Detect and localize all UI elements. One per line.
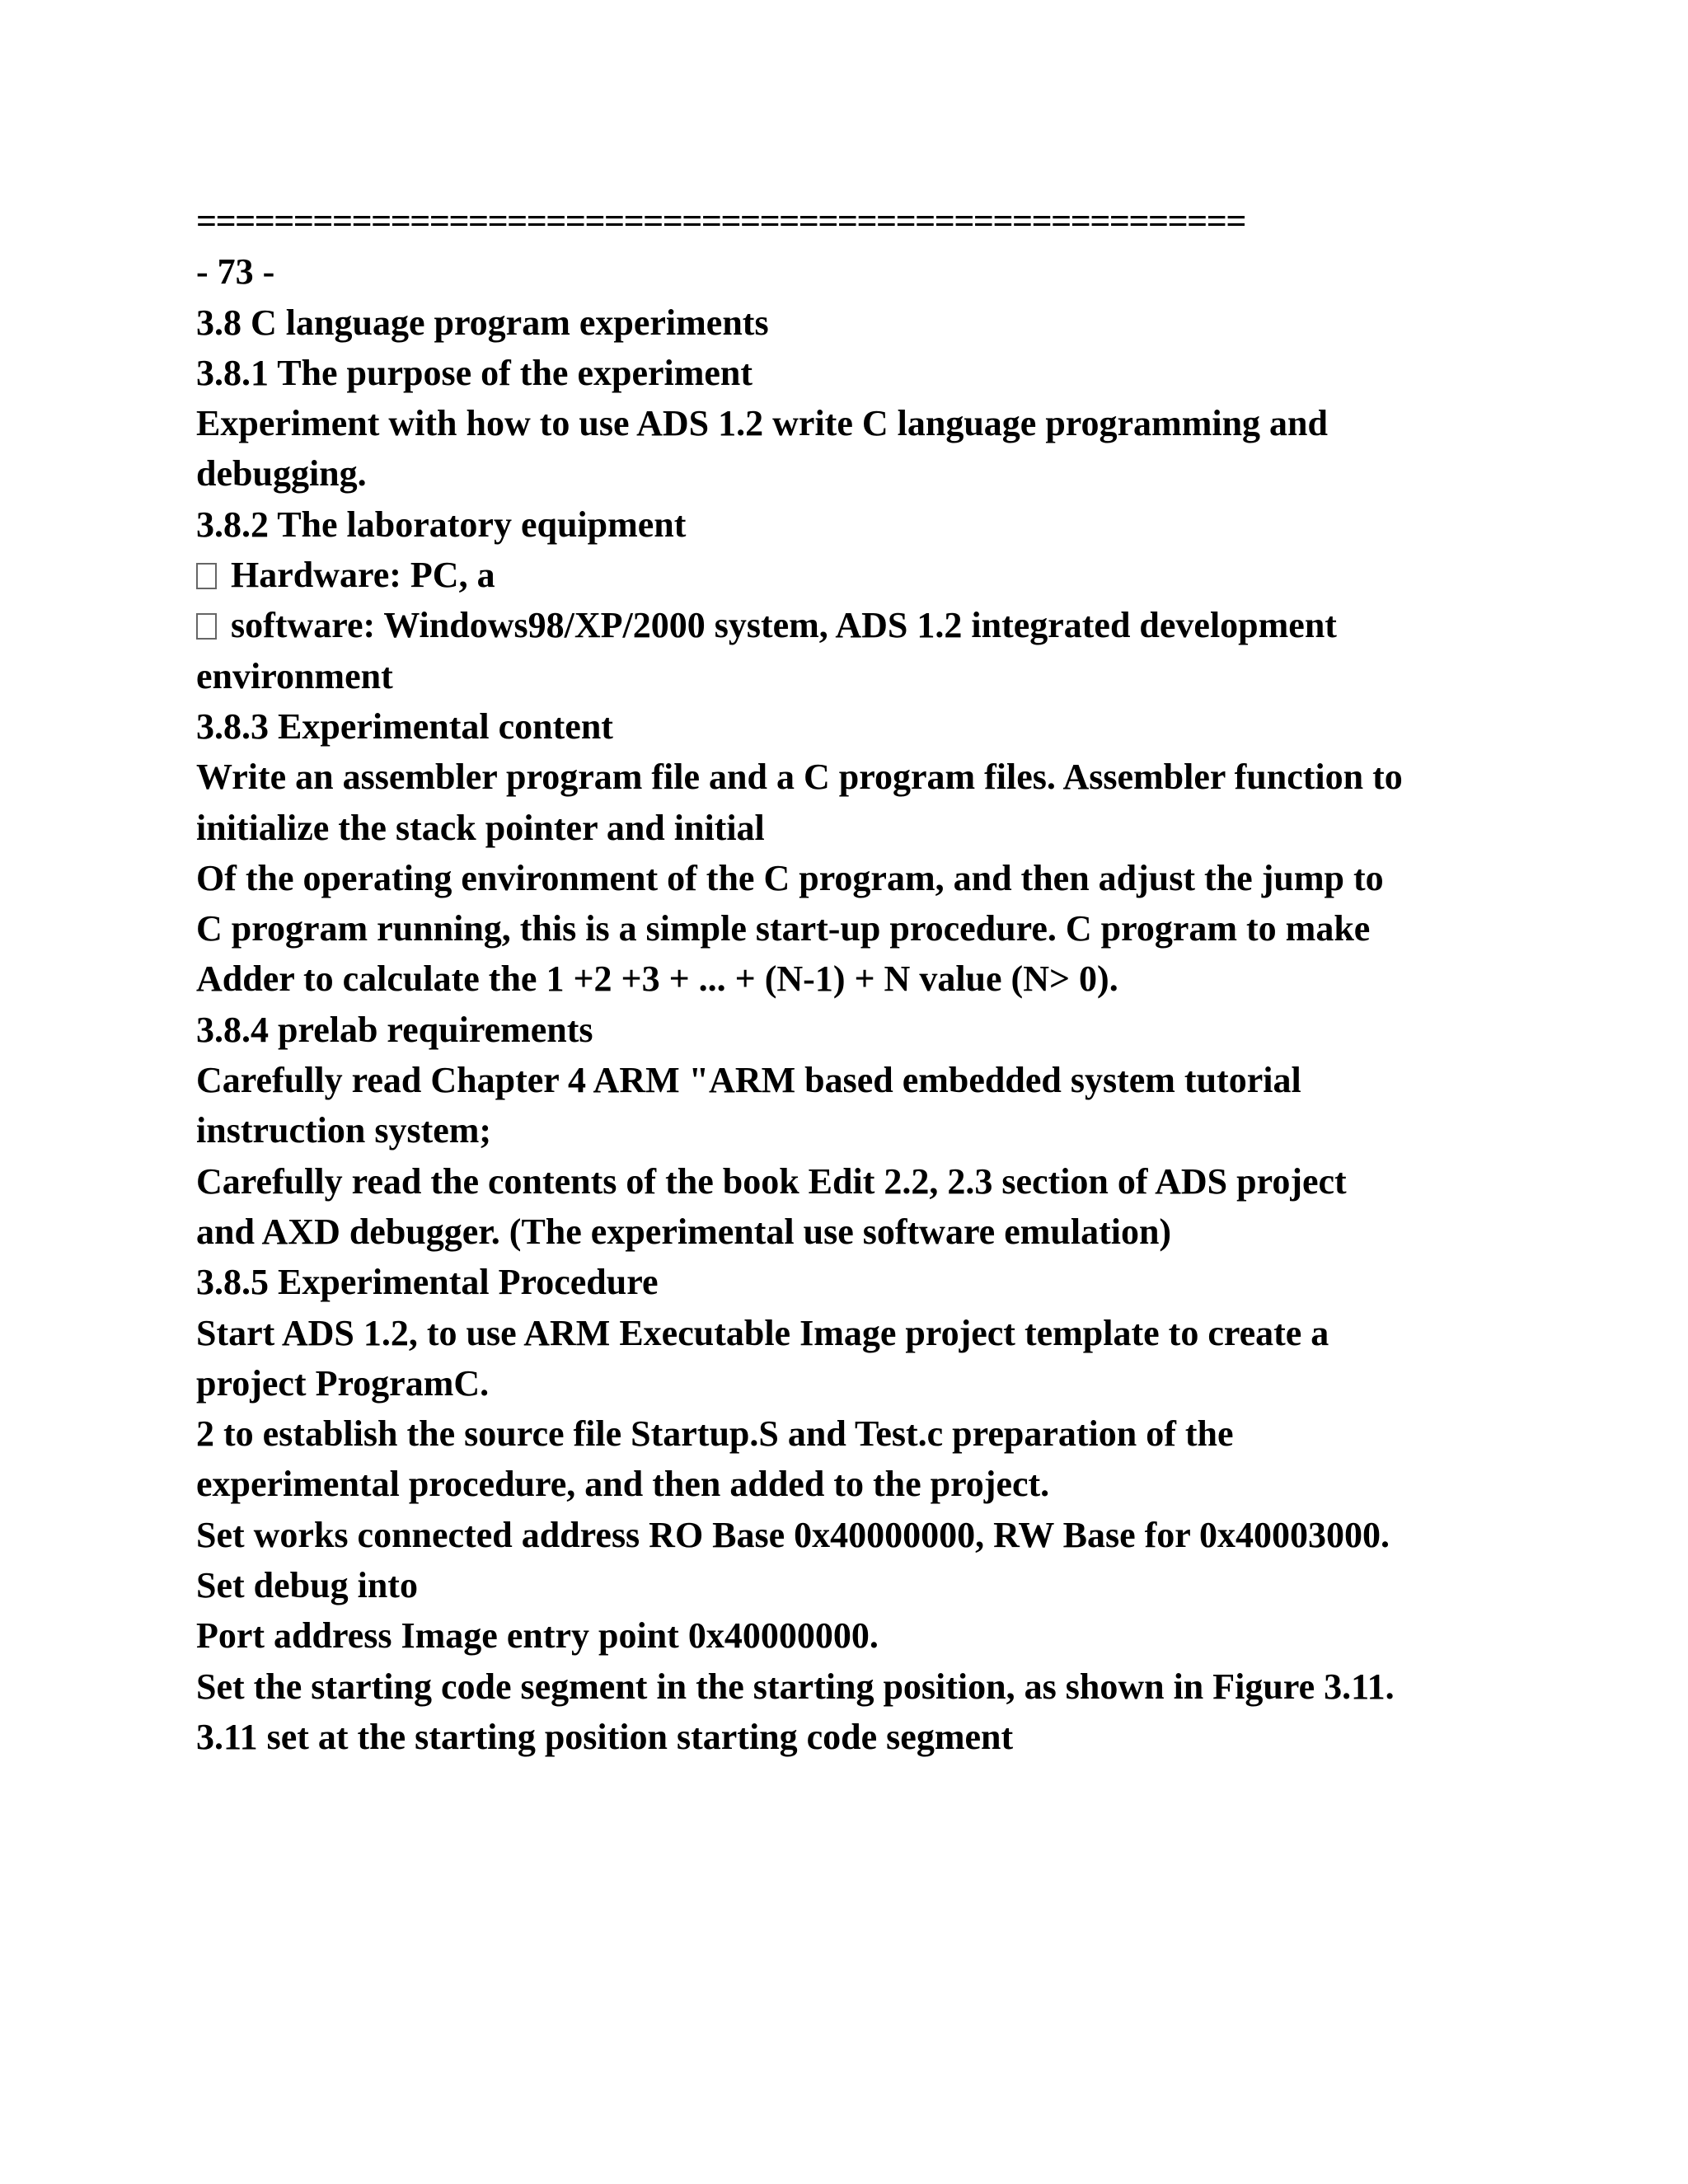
bullet-box-icon: [196, 613, 217, 640]
body-text-line: Set debug into: [196, 1565, 418, 1606]
body-text-line: Experiment with how to use ADS 1.2 write C language programming and: [196, 403, 1329, 444]
subsection-heading: 3.8.4 prelab requirements: [196, 1009, 593, 1050]
body-text-line: instruction system;: [196, 1110, 492, 1151]
subsection-heading: 3.8.2 The laboratory equipment: [196, 504, 687, 545]
body-text-line: 2 to establish the source file Startup.S and Test.c preparation of the: [196, 1413, 1234, 1455]
body-text-line: environment: [196, 655, 393, 696]
body-text-line: project ProgramC.: [196, 1362, 490, 1404]
body-text-line: initialize the stack pointer and initial: [196, 807, 765, 848]
body-text-line: Adder to calculate the 1 +2 +3 + ... + (N-1) + N value (N> 0).: [196, 958, 1118, 1000]
body-text-line: C program running, this is a simple start-up procedure. C program to make: [196, 908, 1371, 949]
bullet-text: software: Windows98/XP/2000 system, ADS 1.2 integrated development: [231, 605, 1337, 646]
body-text-line: and AXD debugger. (The experimental use software emulation): [196, 1211, 1172, 1252]
body-text-line: debugging.: [196, 453, 367, 494]
bullet-text: Hardware: PC, a: [231, 555, 495, 596]
body-text-line: Carefully read Chapter 4 ARM "ARM based embedded system tutorial: [196, 1060, 1301, 1101]
body-text-line: Start ADS 1.2, to use ARM Executable Image project template to create a: [196, 1312, 1329, 1353]
bullet-item: [196, 600, 1515, 650]
page-number: - 73 -: [196, 251, 275, 293]
subsection-heading: 3.8.3 Experimental content: [196, 705, 613, 747]
body-text-line: Of the operating environment of the C program, and then adjust the jump to: [196, 857, 1384, 898]
separator-line: ======================================================: [196, 201, 1245, 241]
section-heading: 3.8 C language program experiments: [196, 302, 769, 343]
body-text-line: Set works connected address RO Base 0x40000000, RW Base for 0x40003000.: [196, 1514, 1390, 1555]
body-text-line: experimental procedure, and then added to the project.: [196, 1464, 1050, 1505]
bullet-box-icon: [196, 563, 217, 589]
subsection-heading: 3.8.1 The purpose of the experiment: [196, 352, 753, 393]
body-text-line: Write an assembler program file and a C program files. Assembler function to: [196, 757, 1403, 798]
body-text-line: Port address Image entry point 0x40000000.: [196, 1615, 879, 1657]
body-text-line: Set the starting code segment in the starting position, as shown in Figure 3.11.: [196, 1666, 1395, 1707]
figure-caption: 3.11 set at the starting position starting code segment: [196, 1716, 1014, 1757]
body-text-line: Carefully read the contents of the book Edit 2.2, 2.3 section of ADS project: [196, 1160, 1347, 1202]
subsection-heading: 3.8.5 Experimental Procedure: [196, 1262, 659, 1303]
bullet-item: [196, 550, 1515, 600]
document-page: [196, 196, 1515, 1762]
